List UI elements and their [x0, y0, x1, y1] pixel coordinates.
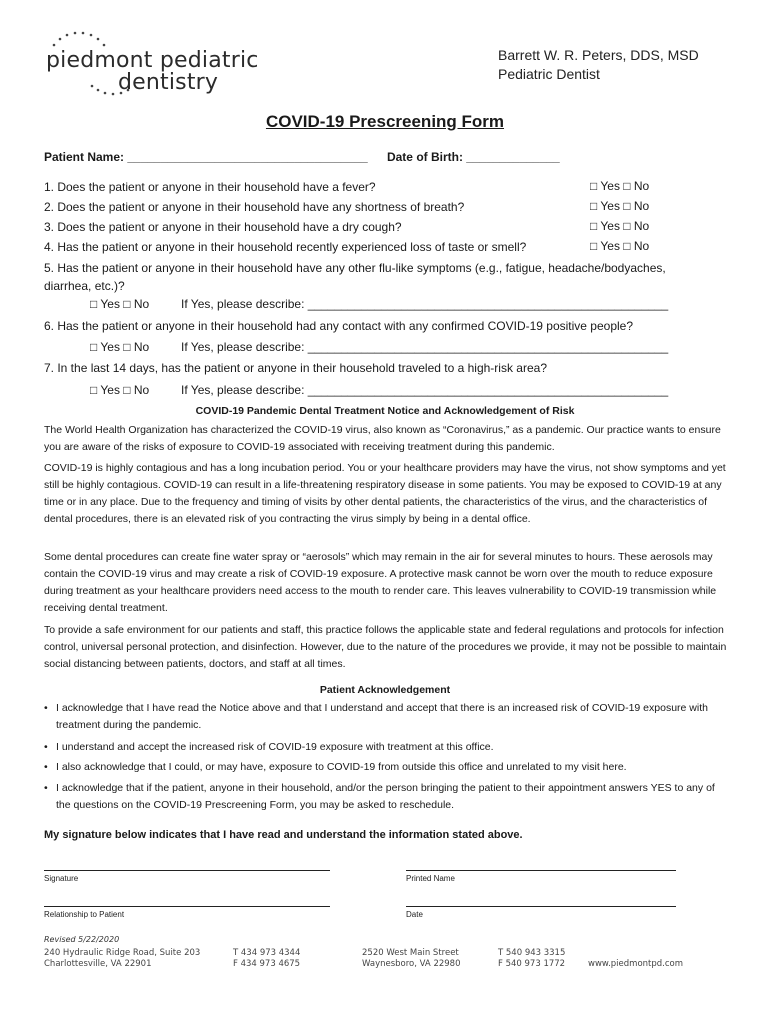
doctor-title: Pediatric Dentist	[498, 66, 600, 82]
acknowledgement-text: I acknowledge that I have read the Notice above and that I understand and accept that there is an increased risk of COVID-19 exposure with treatment during the pandemic.	[56, 702, 708, 731]
question-2: 2. Does the patient or anyone in their household have any shortness of breath?	[44, 200, 465, 214]
acknowledgement-item	[44, 759, 734, 776]
signature-statement: My signature below indicates that I have read and understand the information stated above.	[44, 829, 523, 841]
signature-line[interactable]	[44, 870, 330, 871]
question-3: 3. Does the patient or anyone in their household have a dry cough?	[44, 220, 402, 234]
relationship-label: Relationship to Patient	[44, 910, 125, 919]
date-of-birth-field[interactable]: Date of Birth: ______________	[386, 150, 560, 164]
question-5-line1: 5. Has the patient or anyone in their household have any other flu-like symptoms (e.g., fatigue, headache/bodyaches,	[44, 261, 666, 275]
bullet-icon: •	[44, 782, 48, 794]
question-4: 4. Has the patient or anyone in their household recently experienced loss of taste or smell?	[44, 240, 527, 254]
address-waynesboro	[362, 948, 460, 970]
notice-title: COVID-19 Pandemic Dental Treatment Notice and Acknowledgement of Risk	[195, 405, 575, 417]
notice-paragraph-1: The World Health Organization has characterized the COVID-19 virus, also known as “Coronavirus,” as a pandemic. Our practice wants to ensure you are aware of the risks of exposure to COVID-19 associated with receiving treatment during this pandemic.	[44, 424, 721, 453]
acknowledgement-text: I acknowledge that if the patient, anyone in their household, and/or the person bringing the patient to their appointment answers YES to any of the questions on the COVID-19 Prescreening Form, you may be asked to reschedule.	[56, 782, 715, 811]
address-line: 2520 West Main Street	[362, 948, 459, 958]
form-title: COVID-19 Prescreening Form	[265, 112, 505, 131]
patient-fields	[44, 150, 560, 164]
question-1: 1. Does the patient or anyone in their household have a fever?	[44, 180, 376, 194]
signature-label: Signature	[44, 874, 79, 883]
question-3-yes-no[interactable]: □ Yes □ No	[590, 219, 650, 233]
fax-number: F 540 973 1772	[498, 959, 566, 969]
question-6: 6. Has the patient or anyone in their household had any contact with any confirmed COVID-19 positive people?	[44, 319, 634, 333]
question-5-describe[interactable]: If Yes, please describe: ______________________________________________________	[181, 297, 669, 311]
acknowledgement-item	[44, 700, 734, 734]
acknowledgement-title: Patient Acknowledgement	[319, 684, 451, 696]
question-6-describe[interactable]: If Yes, please describe: ______________________________________________________	[181, 340, 669, 354]
printed-name-line[interactable]	[406, 870, 676, 871]
question-7-describe[interactable]: If Yes, please describe: ______________________________________________________	[181, 383, 669, 397]
revised-date: Revised 5/22/2020	[44, 935, 120, 944]
bullet-icon: •	[44, 761, 48, 773]
phones-waynesboro	[498, 948, 565, 970]
bullet-icon: •	[44, 741, 48, 753]
notice-paragraph-2: COVID-19 is highly contagious and has a long incubation period. You or your healthcare providers may have the virus, not show symptoms and yet still be highly contagious. COVID-19 can result in a life-threatening respiratory disease in some patients. You may be exposed to COVID-19 at any time or in any place. Due to the frequency and timing of visits by other dental patients, the characteristics of the virus, and the characteristics of dental procedures, there is an elevated risk of you contracting the virus simply by being in a dental office.	[44, 462, 726, 525]
question-4-yes-no[interactable]: □ Yes □ No	[590, 239, 650, 253]
notice-paragraph-3: Some dental procedures can create fine water spray or “aerosols” which may remain in the air for several minutes to hours. These aerosols may contain the COVID-19 virus and may create a risk of COVID-19 exposure. A protective mask cannot be worn over the mouth to reduce exposure during treatment as your healthcare providers need access to the mouth to render care. This leaves vulnerability to COVID-19 transmission while receiving dental treatment.	[44, 551, 717, 614]
question-2-yes-no[interactable]: □ Yes □ No	[590, 199, 650, 213]
question-1-yes-no[interactable]: □ Yes □ No	[590, 179, 650, 193]
printed-name-label: Printed Name	[406, 874, 455, 883]
acknowledgement-item	[44, 780, 734, 814]
relationship-line[interactable]	[44, 906, 330, 907]
phone-number: T 540 943 3315	[498, 948, 566, 958]
address-charlottesville	[44, 948, 200, 970]
phones-charlottesville	[233, 948, 300, 970]
address-line: Charlottesville, VA 22901	[44, 959, 152, 969]
question-7-yes-no[interactable]: □ Yes □ No	[90, 383, 150, 397]
date-label: Date	[406, 910, 423, 919]
acknowledgement-text: I also acknowledge that I could, or may have, exposure to COVID-19 from outside this office and unrelated to my visit here.	[56, 761, 627, 773]
bullet-icon: •	[44, 702, 48, 714]
patient-name-field[interactable]: Patient Name: ____________________________________	[44, 150, 368, 164]
fax-number: F 434 973 4675	[233, 959, 301, 969]
question-6-yes-no[interactable]: □ Yes □ No	[90, 340, 150, 354]
doctor-info	[498, 46, 699, 84]
question-5-yes-no[interactable]: □ Yes □ No	[90, 297, 150, 311]
phone-number: T 434 973 4344	[233, 948, 301, 958]
question-7: 7. In the last 14 days, has the patient or anyone in their household traveled to a high-risk area?	[44, 361, 547, 375]
address-line: Waynesboro, VA 22980	[362, 959, 461, 969]
logo-text-line1: piedmont pediatric	[46, 48, 259, 73]
date-line[interactable]	[406, 906, 676, 907]
acknowledgement-item	[44, 739, 734, 756]
address-line: 240 Hydraulic Ridge Road, Suite 203	[44, 948, 201, 958]
doctor-name: Barrett W. R. Peters, DDS, MSD	[498, 47, 699, 63]
website-link[interactable]: www.piedmontpd.com	[588, 959, 684, 969]
notice-paragraph-4: To provide a safe environment for our patients and staff, this practice follows the applicable state and federal regulations and protocols for infection control, universal personal protection, and disinfection. However, due to the nature of the procedures we provide, it may not be possible to maintain social distancing between patients, doctors, and staff at all times.	[44, 624, 727, 670]
question-5-line2: diarrhea, etc.)?	[44, 279, 125, 293]
logo-text-line2: dentistry	[118, 70, 219, 95]
acknowledgement-text: I understand and accept the increased risk of COVID-19 exposure with treatment at this office.	[56, 741, 494, 753]
